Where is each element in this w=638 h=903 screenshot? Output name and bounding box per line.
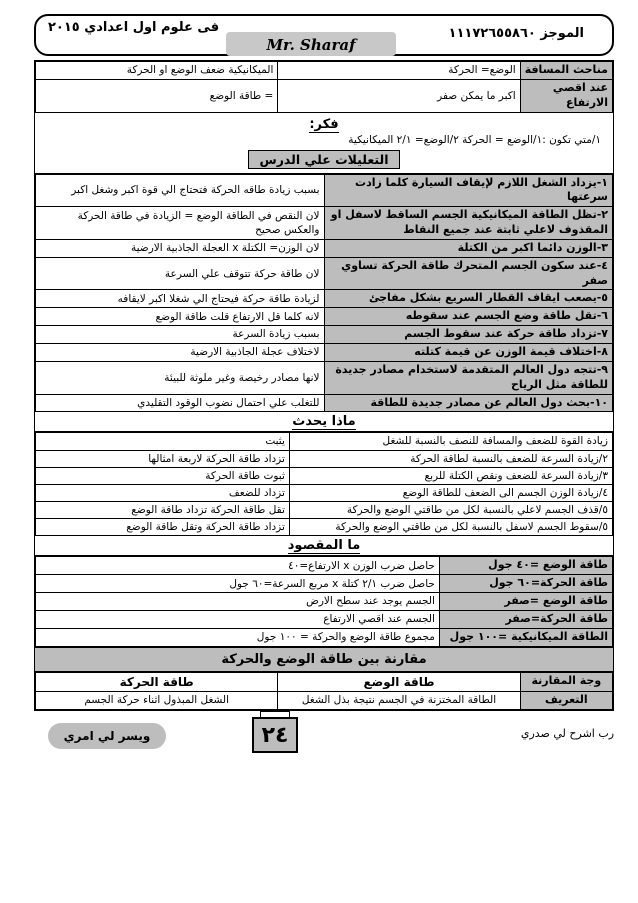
footer-quote: رب اشرح لي صدري xyxy=(520,726,614,740)
what-row-answer: ثبوت طاقة الحركة xyxy=(36,467,290,484)
definition-row xyxy=(36,62,613,80)
reason-row-question: ٤-عند سكون الجسم المتحرك طاقة الحركة تساوي صفر xyxy=(324,257,613,290)
reason-row-answer: لانه كلما قل الارتفاع قلت طاقة الوضع xyxy=(36,308,325,326)
definition-term: مناحث المسافة xyxy=(520,62,612,80)
what-table xyxy=(35,432,613,536)
definition-text: اكبر ما يمكن صفر xyxy=(278,79,520,112)
reason-row-answer: للتغلب علي احتمال نضوب الوقود التقليدي xyxy=(36,394,325,412)
meaning-row xyxy=(36,593,613,611)
what-row-answer: يثبت xyxy=(36,433,290,450)
compare-header-row xyxy=(36,672,613,691)
footer xyxy=(34,717,614,777)
meaning-row-question: طاقة الحركة=صفر xyxy=(439,610,612,628)
reason-row-question: ٢-تظل الطاقة الميكانيكية الجسم الساقط لاسفل او المقذوف لاعلي ثابتة عند جميع النقاط xyxy=(324,207,613,240)
reason-row xyxy=(36,239,613,257)
reason-row-question: ٣-الوزن دائما اكبر من الكتلة xyxy=(324,239,613,257)
what-row-answer: تقل طاقة الحركة تزداد طاقة الوضع xyxy=(36,502,290,519)
what-row-question: ٥/قذف الجسم لاعلي بالنسبة لكل من طاقتي الوضع والحركة xyxy=(289,502,612,519)
footer-pill: ويسر لي امري xyxy=(48,723,166,749)
reason-row xyxy=(36,174,613,207)
meaning-title: ما المقصود xyxy=(35,536,613,556)
what-title: ماذا يحدث xyxy=(35,412,613,432)
what-row-question: ٣/زيادة السرعة للضعف ونقص الكتلة للربع xyxy=(289,467,612,484)
compare-aspect-header: وجة المقارنة xyxy=(520,672,612,691)
reason-row-answer: بسبب زيادة طاقه الحركة فتحتاج الي قوة اكبر وشغل اكبر xyxy=(36,174,325,207)
what-row xyxy=(36,433,613,450)
teacher-name: Mr. Sharaf xyxy=(226,32,396,56)
subject-title: فى علوم اول اعدادي ٢٠١٥ xyxy=(48,20,220,35)
definition-row xyxy=(36,79,613,112)
what-row-answer: تزداد طاقة الحركة لاربعة امثالها xyxy=(36,450,290,467)
reason-row-answer: لاختلاف عجلة الجاذبية الارضية xyxy=(36,343,325,361)
meaning-row-question: طاقة الحركة=٦٠ جول xyxy=(439,575,612,593)
definitions-table xyxy=(35,61,613,113)
definition-text: الميكانيكية ضعف الوضع او الحركة xyxy=(36,62,278,80)
what-row-question: زيادة القوة للضعف والمسافة للنصف بالنسبة للشغل xyxy=(289,433,612,450)
reason-row xyxy=(36,361,613,394)
meaning-row-answer: الجسم عند اقصي الارتفاع xyxy=(36,610,440,628)
reason-row xyxy=(36,343,613,361)
what-row xyxy=(36,484,613,501)
compare-kinetic-header: طاقة الحركة xyxy=(36,672,278,691)
meaning-row xyxy=(36,557,613,575)
think-section xyxy=(35,113,613,174)
reasons-table xyxy=(35,174,613,413)
reason-row-question: ٦-تقل طاقة وضع الجسم عند سقوطه xyxy=(324,308,613,326)
meaning-row-question: الطاقة الميكانيكية =١٠٠ جول xyxy=(439,628,612,646)
sheet xyxy=(34,60,614,711)
compare-row xyxy=(36,691,613,709)
reason-row-answer: لان النقص في الطاقة الوضع = الزيادة في طاقة الحركة والعكس صحيح xyxy=(36,207,325,240)
meaning-row-answer: حاصل ضرب ٢/١ كتلة x مربع السرعة=٦٠ جول xyxy=(36,575,440,593)
what-row xyxy=(36,450,613,467)
meaning-row xyxy=(36,628,613,646)
meaning-row-answer: الجسم يوجد عند سطح الارض xyxy=(36,593,440,611)
worksheet-page xyxy=(34,14,614,777)
what-row-question: ٢/زيادة السرعة للضعف بالنسبة لطاقة الحركة xyxy=(289,450,612,467)
header xyxy=(34,14,614,60)
compare-row-label: التعريف xyxy=(520,691,612,709)
meaning-row xyxy=(36,575,613,593)
what-row-question: ٥/سقوط الجسم لاسفل بالنسبة لكل من طاقتي الوضع والحركة xyxy=(289,519,612,536)
reason-row xyxy=(36,290,613,308)
reason-row-answer: لان طاقة حركة تتوقف علي السرعة xyxy=(36,257,325,290)
page-number: ٢٤ xyxy=(252,717,298,753)
reason-row xyxy=(36,308,613,326)
reason-row xyxy=(36,207,613,240)
reason-row-question: ٨-اختلاف قيمة الوزن عن قيمة كتلته xyxy=(324,343,613,361)
reason-row-answer: لانها مصادر رخيصة وغير ملوثة للبيئة xyxy=(36,361,325,394)
definition-text: الوضع= الحركة xyxy=(278,62,520,80)
meaning-row xyxy=(36,610,613,628)
reasons-title: التعليلات علي الدرس xyxy=(248,150,399,169)
reason-row-question: ١-يزداد الشغل اللازم لإيقاف السيارة كلما زادت سرعتها xyxy=(324,174,613,207)
what-row-answer: تزداد طاقة الحركة وتقل طاقة الوضع xyxy=(36,519,290,536)
compare-kinetic-def: الشغل المبذول اثناء حركة الجسم xyxy=(36,691,278,709)
reason-row-answer: بسبب زيادة السرعة xyxy=(36,326,325,344)
what-row xyxy=(36,519,613,536)
reason-row-question: ٥-يصعب ايقاف القطار السريع بشكل مفاجئ xyxy=(324,290,613,308)
reason-row xyxy=(36,257,613,290)
meaning-row-answer: مجموع طاقة الوضع والحركة = ١٠٠ جول xyxy=(36,628,440,646)
what-row xyxy=(36,502,613,519)
what-row-answer: تزداد للضعف xyxy=(36,484,290,501)
definition-term: عند اقصي الارتفاع xyxy=(520,79,612,112)
meaning-row-question: طاقة الوضع =٤٠ جول xyxy=(439,557,612,575)
what-row xyxy=(36,467,613,484)
compare-potential-header: طاقة الوضع xyxy=(278,672,520,691)
reason-row xyxy=(36,394,613,412)
phone-number: الموجز ١١١٧٢٦٥٥٨٦٠ xyxy=(448,26,584,41)
reason-row-answer: لان الوزن= الكتلة x العجلة الجاذبية الارضية xyxy=(36,239,325,257)
reason-row xyxy=(36,326,613,344)
reason-row-question: ٩-تتجه دول العالم المتقدمة لاستخدام مصادر جديدة للطاقة مثل الرياح xyxy=(324,361,613,394)
meaning-table xyxy=(35,556,613,646)
meaning-row-answer: حاصل ضرب الوزن x الارتفاع=٤٠ xyxy=(36,557,440,575)
compare-title: مقارنة بين طاقة الوضع والحركة xyxy=(35,647,613,672)
reason-row-answer: لزيادة طاقة حركة فيحتاج الي شغلا اكبر لايقافه xyxy=(36,290,325,308)
compare-potential-def: الطاقة المختزنة في الجسم نتيجة بذل الشغل xyxy=(278,691,520,709)
reason-row-question: ٧-تزداد طاقة حركة عند سقوط الجسم xyxy=(324,326,613,344)
compare-table xyxy=(35,672,613,710)
meaning-row-question: طاقة الوضع =صفر xyxy=(439,593,612,611)
reason-row-question: ١٠-بحث دول العالم عن مصادر جديدة للطاقة xyxy=(324,394,613,412)
definition-text: = طاقة الوضع xyxy=(36,79,278,112)
think-line: ١/متي تكون :١/الوضع = الحركة ٢/الوضع= ٢/١ الميكانيكية xyxy=(348,133,601,146)
think-title: فكر: xyxy=(309,116,339,132)
what-row-question: ٤/زيادة الوزن الجسم الى الضعف للطاقة الوضع xyxy=(289,484,612,501)
